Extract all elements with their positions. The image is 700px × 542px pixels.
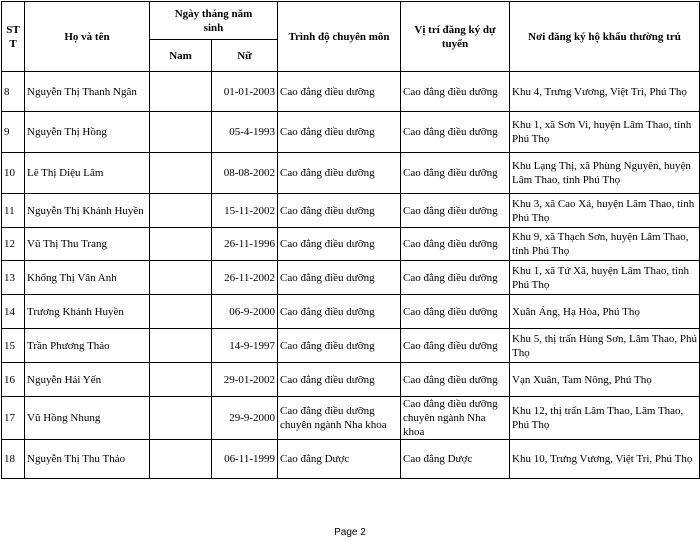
row-position: Cao đẳng Dược (401, 440, 510, 479)
row-qualification: Cao đẳng điều dưỡng chuyên ngành Nha khoa (278, 397, 401, 440)
row-residence: Vạn Xuân, Tam Nông, Phú Thọ (510, 363, 700, 397)
row-male-dob (150, 112, 212, 153)
row-name: Nguyễn Thị Hồng (25, 112, 150, 153)
row-female-dob: 26-11-2002 (212, 261, 278, 295)
row-male-dob (150, 329, 212, 363)
row-male-dob (150, 295, 212, 329)
row-female-dob: 14-9-1997 (212, 329, 278, 363)
row-male-dob (150, 363, 212, 397)
row-residence: Khu 4, Trưng Vương, Việt Trì, Phú Thọ (510, 72, 700, 112)
row-stt: 16 (2, 363, 25, 397)
row-position: Cao đẳng điều dưỡng chuyên ngành Nha khoa (401, 397, 510, 440)
row-female-dob: 29-01-2002 (212, 363, 278, 397)
row-position: Cao đẳng điều dưỡng (401, 112, 510, 153)
row-qualification: Cao đẳng điều dưỡng (278, 261, 401, 295)
row-name: Vũ Hồng Nhung (25, 397, 150, 440)
row-name: Nguyễn Thị Thu Thảo (25, 440, 150, 479)
table-row (2, 295, 700, 329)
row-stt: 11 (2, 194, 25, 228)
row-name: Nguyễn Hải Yến (25, 363, 150, 397)
row-position: Cao đẳng điều dưỡng (401, 72, 510, 112)
candidate-table (1, 1, 700, 479)
table-row (2, 72, 700, 112)
row-position: Cao đẳng điều dưỡng (401, 261, 510, 295)
table-row (2, 363, 700, 397)
table-body (2, 72, 700, 479)
header-male: Nam (150, 40, 212, 72)
row-stt: 10 (2, 153, 25, 194)
header-name: Họ và tên (25, 2, 150, 72)
row-female-dob: 08-08-2002 (212, 153, 278, 194)
header-residence: Nơi đăng ký hộ khẩu thường trú (510, 2, 700, 72)
row-qualification: Cao đẳng điều dưỡng (278, 72, 401, 112)
row-stt: 17 (2, 397, 25, 440)
row-qualification: Cao đẳng điều dưỡng (278, 329, 401, 363)
row-residence: Khu 1, xã Tứ Xã, huyện Lâm Thao, tỉnh Phú Thọ (510, 261, 700, 295)
row-name: Khổng Thị Vân Anh (25, 261, 150, 295)
table-row (2, 112, 700, 153)
row-qualification: Cao đẳng điều dưỡng (278, 295, 401, 329)
table-row (2, 194, 700, 228)
row-male-dob (150, 72, 212, 112)
header-position: Vị trí đăng ký dự tuyển (401, 2, 510, 72)
row-residence: Khu 9, xã Thạch Sơn, huyện Lâm Thao, tỉnh Phú Thọ (510, 228, 700, 261)
table-row (2, 440, 700, 479)
row-qualification: Cao đẳng điều dưỡng (278, 194, 401, 228)
row-qualification: Cao đẳng Dược (278, 440, 401, 479)
row-residence: Khu 5, thị trấn Hùng Sơn, Lâm Thao, Phú Thọ (510, 329, 700, 363)
row-male-dob (150, 440, 212, 479)
page-number: Page 2 (334, 527, 366, 538)
row-name: Trần Phương Thảo (25, 329, 150, 363)
row-male-dob (150, 261, 212, 295)
table-row (2, 228, 700, 261)
row-name: Trương Khánh Huyền (25, 295, 150, 329)
row-stt: 18 (2, 440, 25, 479)
table-header (2, 2, 700, 72)
header-stt: STT (2, 2, 25, 72)
row-female-dob: 26-11-1996 (212, 228, 278, 261)
row-male-dob (150, 228, 212, 261)
table-row (2, 153, 700, 194)
row-position: Cao đẳng điều dưỡng (401, 329, 510, 363)
table-row (2, 329, 700, 363)
row-stt: 8 (2, 72, 25, 112)
row-stt: 14 (2, 295, 25, 329)
row-name: Nguyễn Thị Thanh Ngân (25, 72, 150, 112)
header-qualification: Trình độ chuyên môn (278, 2, 401, 72)
row-qualification: Cao đẳng điều dưỡng (278, 228, 401, 261)
row-qualification: Cao đẳng điều dưỡng (278, 112, 401, 153)
row-male-dob (150, 194, 212, 228)
row-stt: 15 (2, 329, 25, 363)
row-stt: 13 (2, 261, 25, 295)
row-residence: Khu 3, xã Cao Xá, huyện Lâm Thao, tỉnh Phú Thọ (510, 194, 700, 228)
row-position: Cao đẳng điều dưỡng (401, 194, 510, 228)
header-female: Nữ (212, 40, 278, 72)
row-position: Cao đẳng điều dưỡng (401, 153, 510, 194)
row-residence: Khu 12, thị trấn Lâm Thao, Lâm Thao, Phú Thọ (510, 397, 700, 440)
row-name: Nguyễn Thị Khánh Huyền (25, 194, 150, 228)
row-name: Vũ Thị Thu Trang (25, 228, 150, 261)
header-dob-group: Ngày tháng năm sinh (150, 2, 278, 40)
row-residence: Khu Lạng Thị, xã Phùng Nguyên, huyện Lâm Thao, tỉnh Phú Thọ (510, 153, 700, 194)
row-male-dob (150, 397, 212, 440)
row-female-dob: 05-4-1993 (212, 112, 278, 153)
row-residence: Khu 10, Trưng Vương, Việt Trì, Phú Thọ (510, 440, 700, 479)
row-stt: 12 (2, 228, 25, 261)
row-position: Cao đẳng điều dưỡng (401, 363, 510, 397)
row-female-dob: 29-9-2000 (212, 397, 278, 440)
row-female-dob: 15-11-2002 (212, 194, 278, 228)
row-residence: Khu 1, xã Sơn Vi, huyện Lâm Thao, tỉnh Phú Thọ (510, 112, 700, 153)
row-female-dob: 06-9-2000 (212, 295, 278, 329)
row-qualification: Cao đẳng điều dưỡng (278, 363, 401, 397)
row-male-dob (150, 153, 212, 194)
row-stt: 9 (2, 112, 25, 153)
row-position: Cao đẳng điều dưỡng (401, 228, 510, 261)
table-row (2, 397, 700, 440)
row-female-dob: 01-01-2003 (212, 72, 278, 112)
row-qualification: Cao đẳng điều dưỡng (278, 153, 401, 194)
row-residence: Xuân Áng, Hạ Hòa, Phú Thọ (510, 295, 700, 329)
row-name: Lê Thị Diệu Lâm (25, 153, 150, 194)
row-position: Cao đẳng điều dưỡng (401, 295, 510, 329)
row-female-dob: 06-11-1999 (212, 440, 278, 479)
table-row (2, 261, 700, 295)
